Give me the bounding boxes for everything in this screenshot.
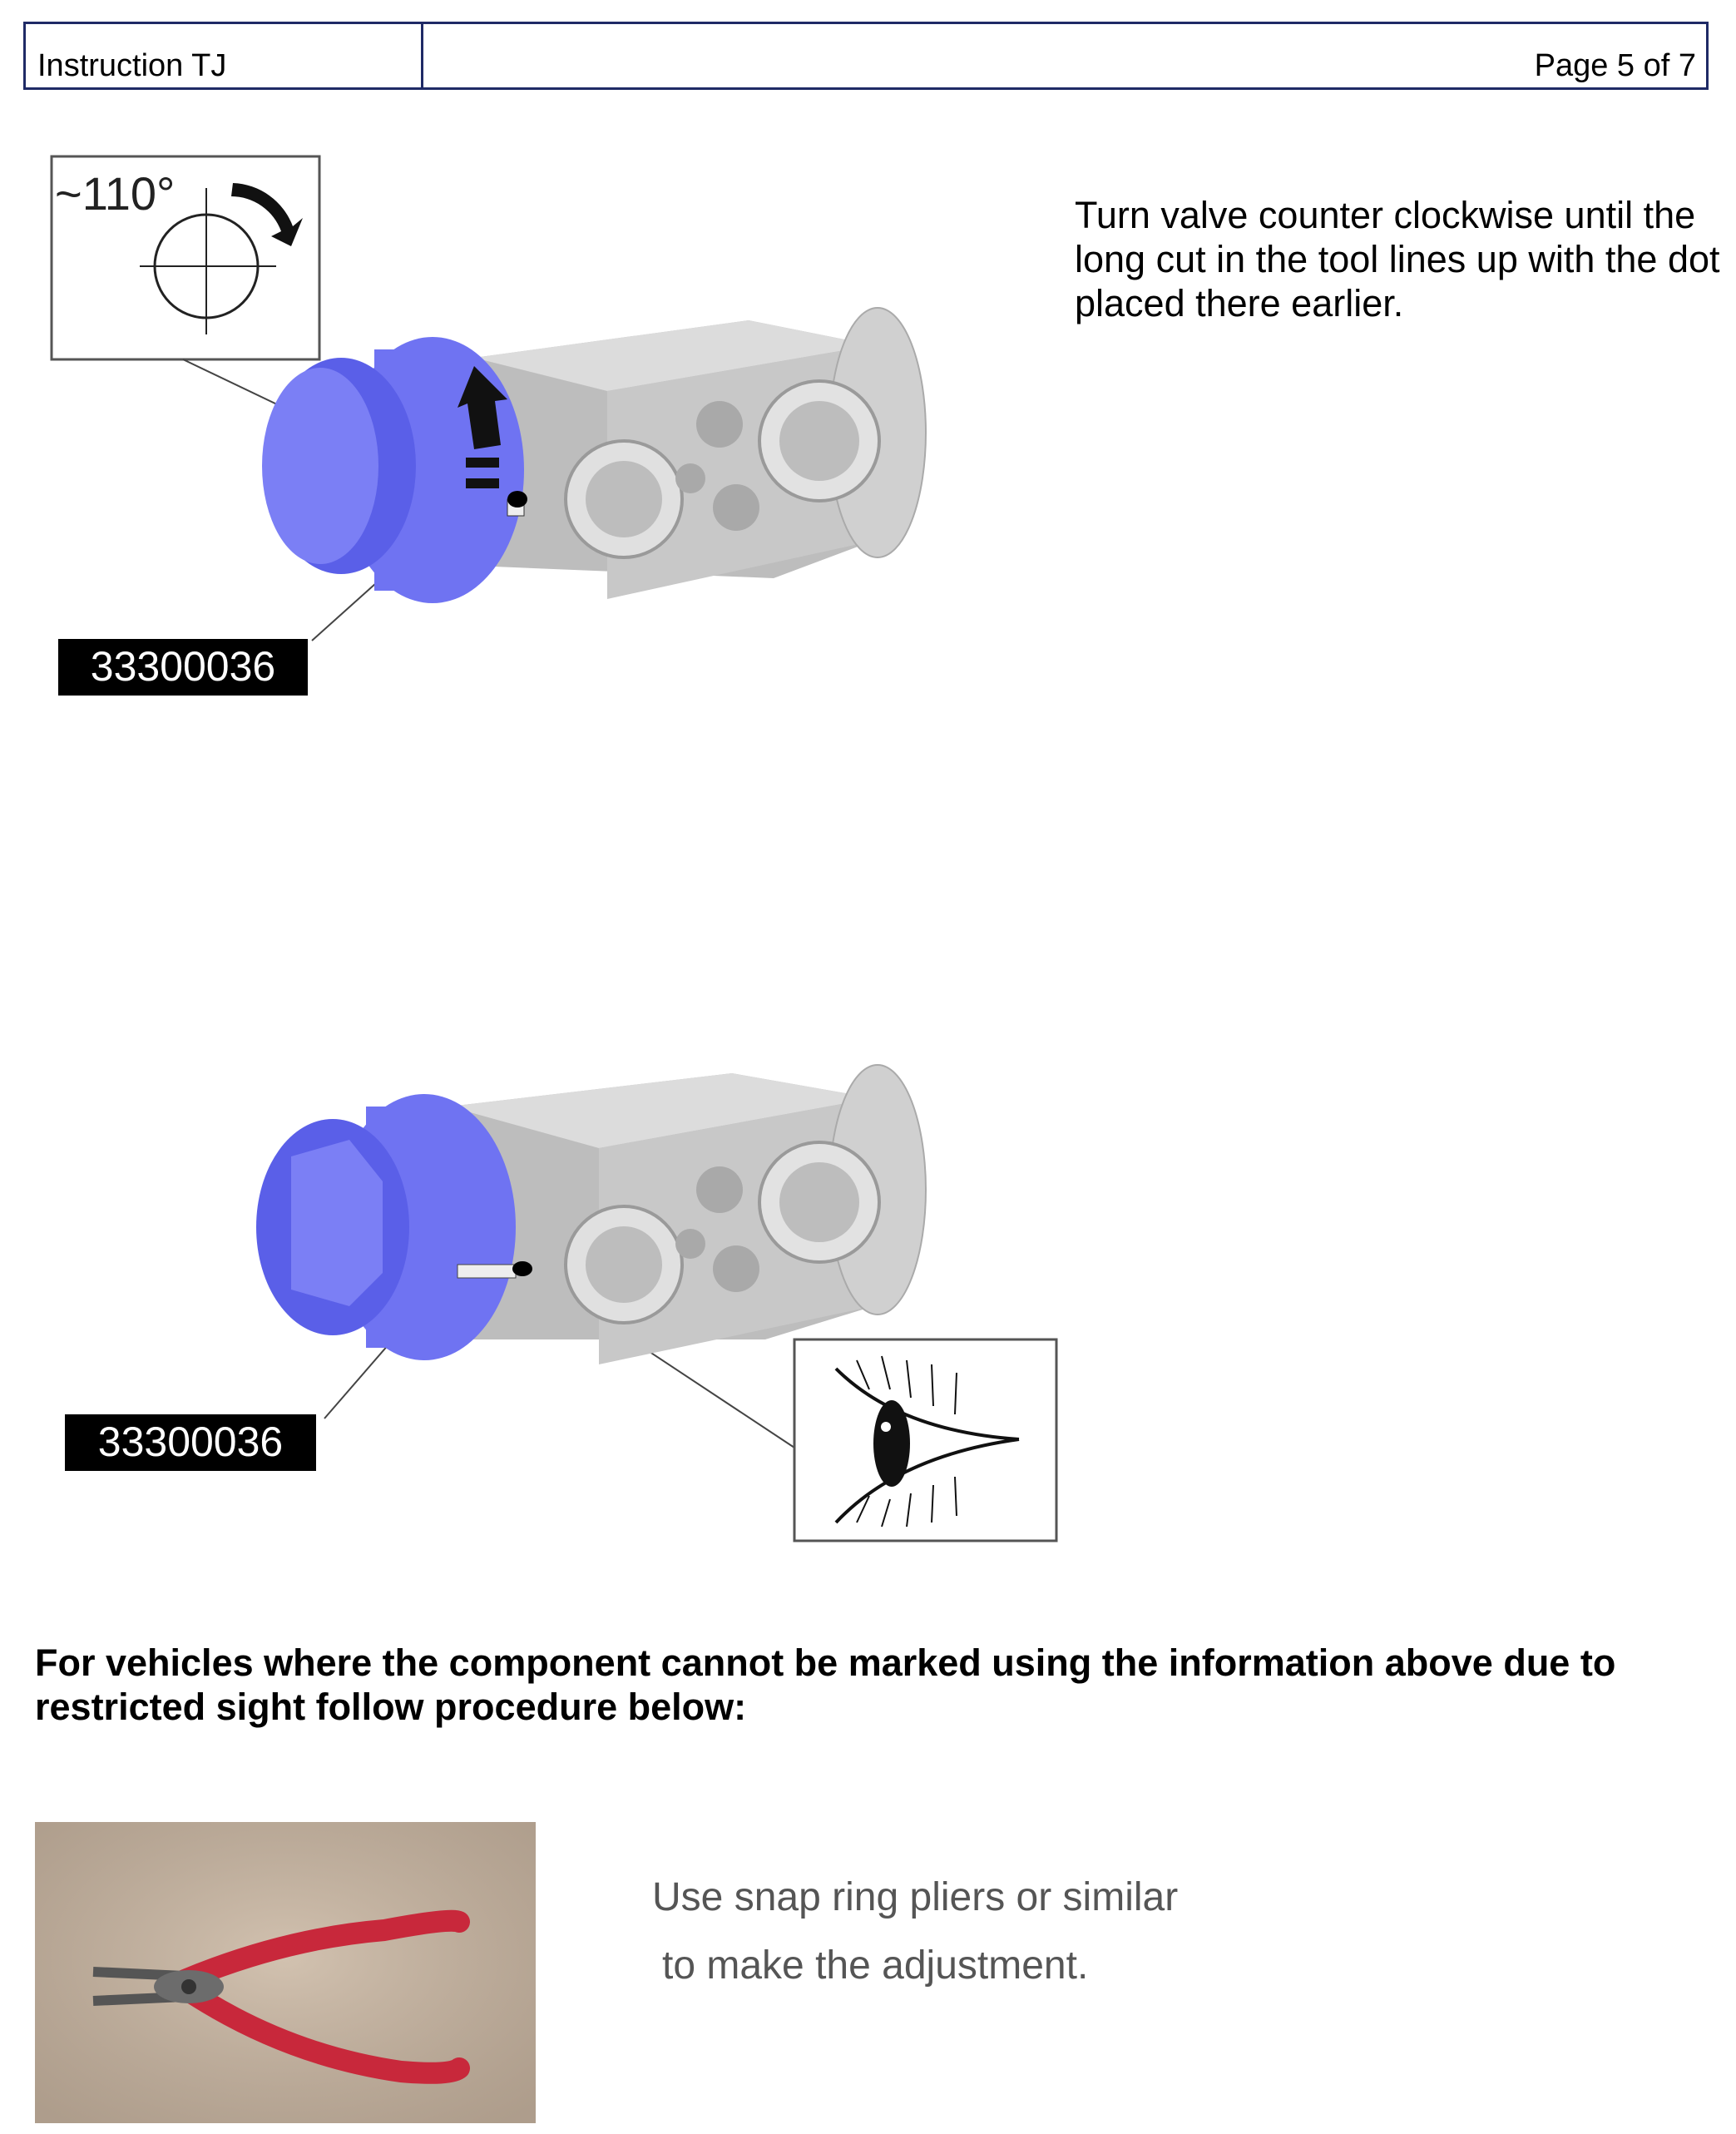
- page-indicator: Page 5 of 7: [1534, 48, 1696, 83]
- alignment-dot: [507, 491, 527, 508]
- page-header: [23, 22, 1709, 90]
- alignment-check-figure: [50, 1040, 1073, 1556]
- step-instruction: Turn valve counter clockwise until the long cut in the tool lines up with the dot placed there earlier.: [1075, 194, 1720, 324]
- valve-rotation-figure: [42, 150, 990, 715]
- tool-label: 33300036: [90, 643, 276, 690]
- pliers-instruction-line1: Use snap ring pliers or similar: [652, 1875, 1179, 1919]
- restricted-sight-note: For vehicles where the component cannot be marked using the information above due to restricted sight follow procedure below:: [35, 1641, 1616, 1728]
- angle-label: ~110°: [55, 167, 176, 220]
- alignment-dot: [512, 1261, 532, 1276]
- tool-label: 33300036: [97, 1419, 284, 1465]
- pliers-instruction: [652, 1864, 1401, 2000]
- pliers-instruction-line2: to make the adjustment.: [662, 1943, 1089, 1988]
- snap-ring-pliers-photo: [35, 1822, 536, 2123]
- document-title: Instruction TJ: [26, 24, 423, 87]
